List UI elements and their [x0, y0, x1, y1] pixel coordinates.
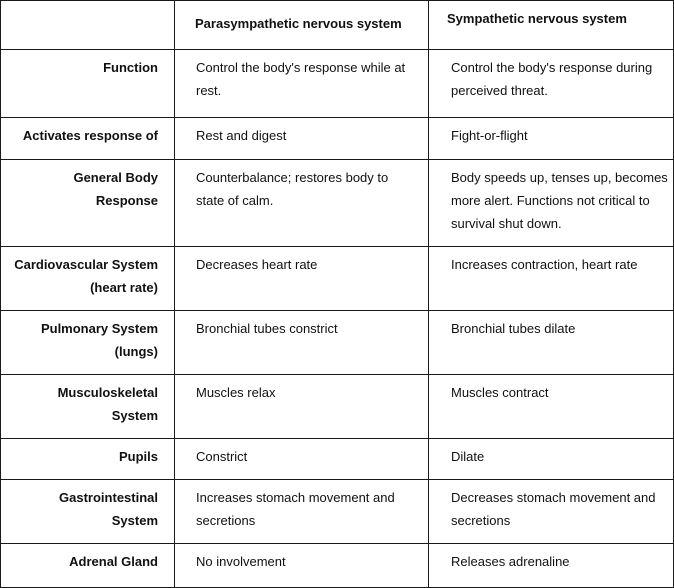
cell-sympathetic: Increases contraction, heart rate — [429, 247, 674, 311]
cell-sympathetic: Control the body's response during perceived threat. — [429, 50, 674, 118]
table-row — [1, 375, 674, 439]
row-label-function: Function — [1, 50, 175, 118]
table-row — [1, 160, 674, 247]
table-row — [1, 480, 674, 544]
cell-parasympathetic: Constrict — [175, 439, 429, 480]
table-row — [1, 439, 674, 480]
cell-sympathetic: Releases adrenaline — [429, 544, 674, 588]
table-row — [1, 50, 674, 118]
cell-parasympathetic: Increases stomach movement and secretions — [175, 480, 429, 544]
cell-parasympathetic: Rest and digest — [175, 118, 429, 160]
row-label-musculoskeletal: Musculoskeletal System — [1, 375, 175, 439]
row-label-gastrointestinal: Gastrointestinal System — [1, 480, 175, 544]
row-label-pulmonary: Pulmonary System (lungs) — [1, 311, 175, 375]
corner-cell — [1, 1, 175, 50]
header-row — [1, 1, 674, 50]
table-row — [1, 544, 674, 588]
cell-parasympathetic: Bronchial tubes constrict — [175, 311, 429, 375]
cell-sympathetic: Body speeds up, tenses up, becomes more alert. Functions not critical to survival shut down. — [429, 160, 674, 247]
cell-sympathetic: Bronchial tubes dilate — [429, 311, 674, 375]
cell-parasympathetic: Control the body's response while at rest. — [175, 50, 429, 118]
cell-sympathetic: Muscles contract — [429, 375, 674, 439]
cell-parasympathetic: Counterbalance; restores body to state of calm. — [175, 160, 429, 247]
row-label-cardiovascular: Cardiovascular System (heart rate) — [1, 247, 175, 311]
row-label-activates-response: Activates response of — [1, 118, 175, 160]
row-label-adrenal-gland: Adrenal Gland — [1, 544, 175, 588]
table-row — [1, 247, 674, 311]
header-parasympathetic: Parasympathetic nervous system — [175, 1, 429, 50]
header-sympathetic: Sympathetic nervous system — [429, 1, 674, 50]
cell-sympathetic: Fight-or-flight — [429, 118, 674, 160]
table-row — [1, 118, 674, 160]
cell-parasympathetic: Muscles relax — [175, 375, 429, 439]
cell-sympathetic: Decreases stomach movement and secretions — [429, 480, 674, 544]
cell-parasympathetic: Decreases heart rate — [175, 247, 429, 311]
row-label-pupils: Pupils — [1, 439, 175, 480]
cell-sympathetic: Dilate — [429, 439, 674, 480]
row-label-general-body-response: General Body Response — [1, 160, 175, 247]
cell-parasympathetic: No involvement — [175, 544, 429, 588]
table-row — [1, 311, 674, 375]
